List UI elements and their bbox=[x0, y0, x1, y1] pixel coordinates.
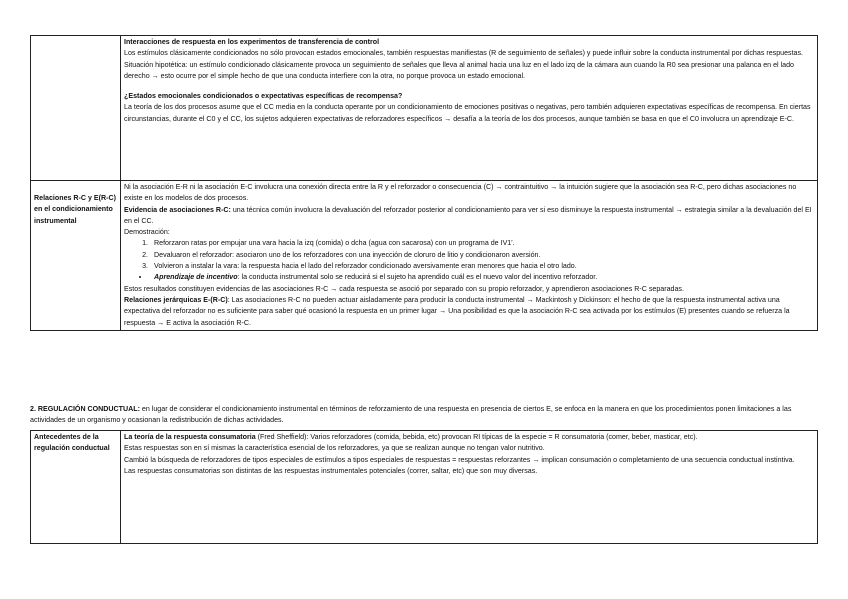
inline-heading: Evidencia de asociaciones R-C: bbox=[124, 205, 231, 214]
table-row bbox=[31, 36, 818, 181]
paragraph: Demostración: bbox=[124, 228, 170, 237]
paragraph: Estas respuestas son en sí mismas la característica esencial de los reforzadores, ya que se realizan aunque no tengan valor nutritivo. bbox=[124, 444, 545, 453]
paragraph-text: : Las asociaciones R-C no pueden actuar aisladamente para producir la conducta instrumental → Mackintosh y Dickinson: el hecho de que la respuesta instrumental activa una expectativa del reforzador no es suficiente para saber qué ocasionó la respuesta en un primer lugar → Una posibilidad es que la asociación R-C sea activada por los estímulos (E) presentes cuando se refuerza la respuesta → E activa la asociación R-C. bbox=[124, 295, 790, 327]
row-content bbox=[121, 36, 818, 181]
row-label: Antecedentes de la regulación conductual bbox=[31, 431, 121, 544]
paragraph bbox=[124, 295, 814, 329]
notes-table-2 bbox=[30, 430, 818, 544]
inline-heading: La teoría de la respuesta consumatoria bbox=[124, 433, 256, 441]
section-2-intro bbox=[30, 404, 820, 427]
row-label: Relaciones R-C y E(R-C) en el condicionamiento instrumental bbox=[31, 181, 121, 331]
paragraph-text: (Fred Sheffield): Varios reforzadores (comida, bebida, etc) provocan RI típicas de la especie = R consumatoria (comer, beber, masticar, etc). bbox=[255, 433, 698, 441]
bullet-list bbox=[124, 272, 814, 283]
list-item bbox=[150, 272, 814, 283]
list-item: 2. Devaluaron el reforzador: asociaron uno de los reforzadores con una inyección de cloruro de litio y condicionaron aversión. bbox=[150, 250, 814, 261]
paragraph bbox=[124, 432, 814, 443]
paragraph-text: : la conducta instrumental solo se reducirá si el sujeto ha aprendido cuál es el nuevo valor del incentivo reforzador. bbox=[237, 273, 598, 282]
list-item: 3. Volvieron a instalar la vara: la respuesta hacia el lado del reforzador condicionado aversivamente eran menores que hacia el otro lado. bbox=[150, 261, 814, 272]
section-heading: 2. REGULACIÓN CONDUCTUAL: bbox=[30, 405, 140, 413]
paragraph: Situación hipotética: un estímulo condicionado clásicamente provoca un seguimiento de señales que lleva al animal hacia una luz en el lado izq de la cámara aun cuando la R0 sea presionar una palanca en el lado derecho → esto ocurre por el simple hecho de que una conducta interfiere con la otra, no porque provoca un estado emocional. bbox=[124, 60, 795, 80]
paragraph: Estos resultados constituyen evidencias de las asociaciones R-C → cada respuesta se asoció por separado con su propio reforzador, y aprendieron asociaciones R-C separadas. bbox=[124, 284, 684, 293]
paragraph: Cambió la búsqueda de reforzadores de tipos especiales de estímulos a tipos especiales de respuestas = respuestas reforzantes → implican consumación o completamiento de una secuencia conductual instintiva. bbox=[124, 455, 795, 464]
section-title: ¿Estados emocionales condicionados o expectativas específicas de recompensa? bbox=[124, 92, 403, 101]
paragraph: La teoría de los dos procesos asume que el CC media en la conducta operante por un condicionamiento de emociones positivas o negativas, pero también adquieren expectativas específicas de recompensa. En ciertas circunstancias, durante el C0 y el CC, los sujetos adquieren expectativas de reforzadores específicos → desafía a la teoría de los dos procesos, aunque también se basa en que el C0 involucra un aprendizaje E-C. bbox=[124, 103, 811, 123]
numbered-list bbox=[124, 238, 814, 272]
section-text: en lugar de considerar el condicionamiento instrumental en términos de reforzamiento de una respuesta en presencia de ciertos E, se enfoca en la manera en que los procedimientos ponen limitaciones a las actividades de un organismo y ocasionan la redistribución de dichas actividades. bbox=[30, 405, 792, 425]
list-item: 1. Reforzaron ratas por empujar una vara hacia la izq (comida) o dcha (agua con sacarosa) con un programa de IV1'. bbox=[150, 238, 814, 249]
row-label-empty bbox=[31, 36, 121, 181]
row-content bbox=[121, 431, 818, 544]
paragraph: Las respuestas consumatorias son distintas de las respuestas instrumentales potenciales (correr, saltar, etc) que son muy diversas. bbox=[124, 466, 538, 475]
table-row bbox=[31, 431, 818, 544]
paragraph: Ni la asociación E-R ni la asociación E-C involucra una conexión directa entre la R y el reforzador o consecuencia (C) → contraintuitivo → la intuición sugiere que la asociación sea R-C, pero dichas asociaciones no existe en los modelos de dos procesos. bbox=[124, 183, 797, 203]
inline-heading: Aprendizaje de incentivo bbox=[154, 273, 238, 282]
paragraph bbox=[124, 205, 814, 228]
paragraph: Los estímulos clásicamente condicionados no sólo provocan estados emocionales, también respuestas manifiestas (R de seguimiento de señales) y puede influir sobre la conducta instrumental por dichas respuestas. bbox=[124, 49, 804, 58]
notes-table-1 bbox=[30, 35, 818, 331]
inline-heading: Relaciones jerárquicas E-(R-C) bbox=[124, 295, 228, 304]
section-title: Interacciones de respuesta en los experimentos de transferencia de control bbox=[124, 38, 380, 46]
row-content bbox=[121, 181, 818, 331]
table-row bbox=[31, 181, 818, 331]
paragraph-text: una técnica común involucra la devaluación del reforzador posterior al condicionamiento para ver si eso disminuye la respuesta instrumental → estrategia similar a la devaluación del EI en el CC. bbox=[124, 205, 812, 225]
